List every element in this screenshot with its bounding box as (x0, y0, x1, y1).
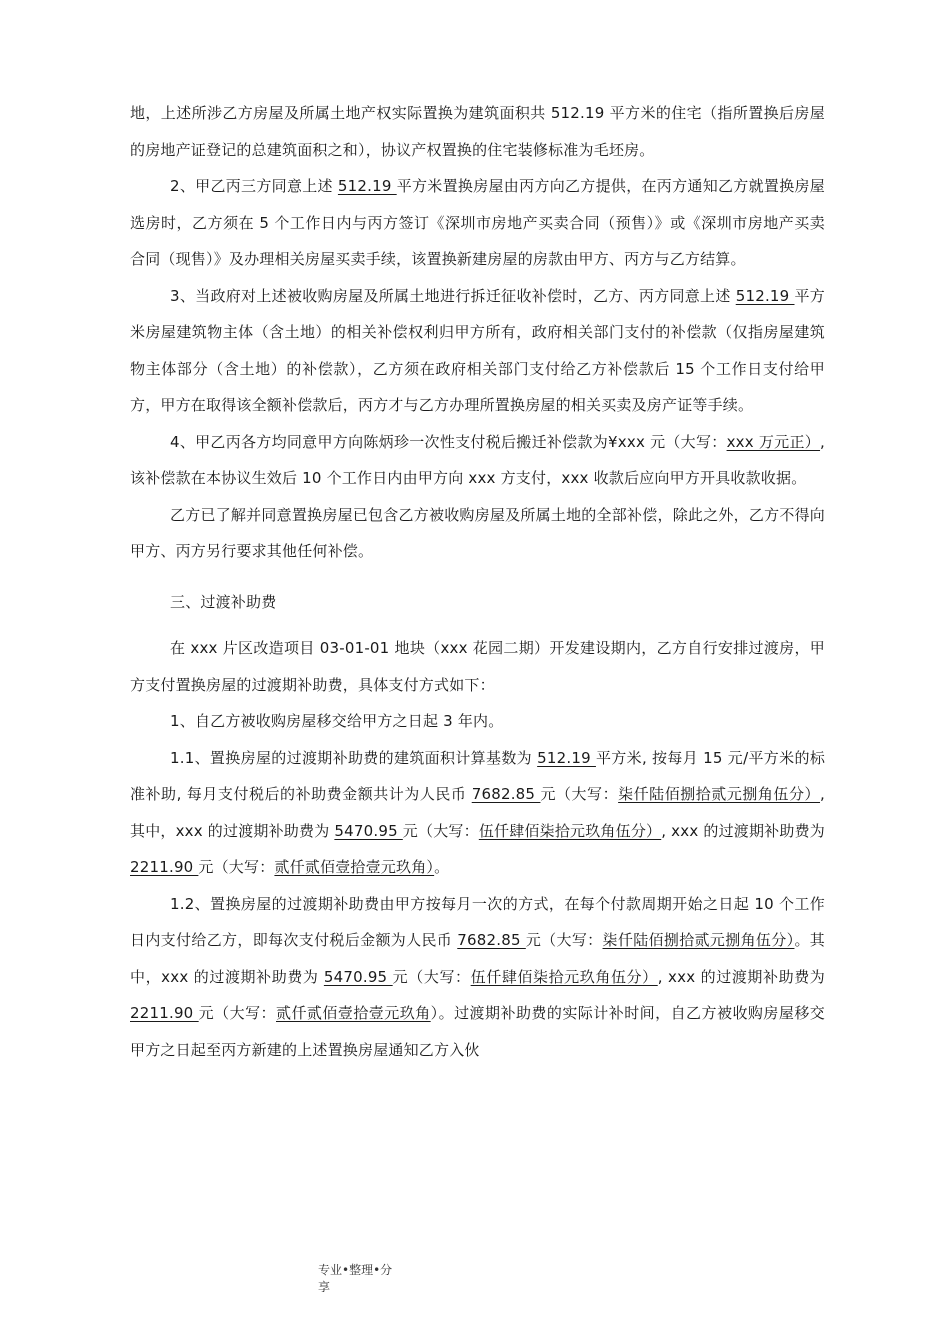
paragraph (130, 95, 825, 168)
underlined-text: xxx 万元正） (726, 432, 821, 451)
underlined-text: 512.19 (735, 286, 795, 305)
text-run: 。 (434, 858, 450, 876)
underlined-text: 7682.85 (457, 931, 526, 949)
text-run: 元（大写： (402, 821, 479, 840)
text-run: 4、甲乙丙各方均同意甲方向陈炳珍一次性支付税后搬迁补偿款为¥xxx 元（大写： (170, 432, 727, 451)
text-run: 元（大写： (198, 858, 275, 876)
text-run: 1.1、置换房屋的过渡期补助费的建筑面积计算基数为 (170, 748, 538, 767)
paragraph (130, 703, 825, 740)
paragraph (130, 424, 825, 497)
text-run: ）。过渡期补助费的实际计补时间，自乙方被收购房屋移交甲方之日起至丙方新建的上述置换房屋通知乙方入伙 (130, 1004, 825, 1059)
text-run: , 该补偿款在本协议生效后 10 个工作日内由甲方向 xxx 方支付，xxx 收款后应向甲方开具收款收据。 (130, 432, 825, 487)
text-run: 三、过渡补助费 (170, 592, 277, 611)
text-run: 平方米, 按每月 15 元/平方米的标准补助, 每月支付税后的补助费金额共计为人民币 (130, 748, 826, 803)
underlined-text: 贰仟贰佰壹拾壹元玖角 (276, 1004, 431, 1022)
text-run: 平方米房屋建筑物主体（含土地）的相关补偿权利归甲方所有，政府相关部门支付的补偿款（仅指房屋建筑物主体部分（含土地）的补偿款），乙方须在政府相关部门支付给乙方补偿款后 15 个工作日支付给甲方，甲方在取得该全额补偿款后，丙方才与乙方办理所置换房屋的相关买卖及房产证等手续。 (130, 286, 826, 414)
text-run: 元（大写： (525, 931, 603, 949)
underlined-text: 5470.95 (323, 967, 393, 986)
underlined-text: 柒仟陆佰捌拾贰元捌角伍分） (618, 785, 821, 803)
underlined-text: 柒仟陆佰捌拾贰元捌角伍分） (602, 931, 795, 949)
page-footer (318, 1262, 408, 1296)
text-run: 2、甲乙丙三方同意上述 (170, 177, 338, 195)
text-run: 3、当政府对上述被收购房屋及所属土地进行拆迁征收补偿时，乙方、丙方同意上述 (170, 286, 736, 305)
text-run: 1.2、置换房屋的过渡期补助费由甲方按每月一次的方式，在每个付款周期开始之日起 10 个工作日内支付给乙方，即每次支付税后金额为人民币 (130, 894, 825, 949)
underlined-text: 512.19 (337, 177, 397, 195)
paragraph (130, 168, 825, 278)
paragraph (130, 630, 825, 703)
underlined-text: 7682.85 (471, 785, 541, 803)
text-run: , 其中，xxx 的过渡期补助费为 (130, 785, 825, 840)
document-body (130, 95, 825, 1068)
underlined-text: 2211.90 (130, 1004, 199, 1022)
underlined-text: 512.19 (537, 748, 596, 767)
text-run: 平方米置换房屋由丙方向乙方提供，在丙方通知乙方就置换房屋选房时，乙方须在 5 个工作日内与丙方签订《深圳市房地产买卖合同（预售）》或《深圳市房地产买卖合同（现售）》及办理相关房屋买卖手续，该置换新建房屋的房款由甲方、丙方与乙方结算。 (130, 177, 826, 268)
underlined-text: 2211.90 (130, 858, 199, 876)
underlined-text: 伍仟肆佰柒拾元玖角伍分） (470, 967, 658, 986)
text-run: , xxx 的过渡期补助费为 (657, 967, 825, 986)
underlined-text: 贰仟贰佰壹拾壹元玖角） (274, 858, 435, 876)
text-run: 元（大写： (540, 785, 619, 803)
underlined-text: 5470.95 (334, 821, 403, 840)
underlined-text: 伍仟肆佰柒拾元玖角伍分） (478, 821, 662, 840)
text-run: 1、自乙方被收购房屋移交给甲方之日起 3 年内。 (170, 712, 504, 730)
text-run: 元（大写： (392, 967, 471, 986)
text-run: , xxx 的过渡期补助费为 (661, 821, 825, 840)
text-run: 在 xxx 片区改造项目 03-01-01 地块（xxx 花园二期）开发建设期内，乙方自行安排过渡房，甲方支付置换房屋的过渡期补助费，具体支付方式如下： (130, 639, 825, 694)
paragraph (130, 740, 825, 886)
paragraph (130, 278, 825, 424)
footer-line-2: 享 (318, 1280, 331, 1294)
footer-line-1: 专业•整理•分 (318, 1263, 393, 1277)
text-run: 乙方已了解并同意置换房屋已包含乙方被收购房屋及所属土地的全部补偿，除此之外，乙方不得向甲方、丙方另行要求其他任何补偿。 (130, 505, 825, 560)
paragraph (130, 497, 825, 570)
section-heading (130, 584, 825, 621)
text-run: 元（大写： (198, 1004, 276, 1022)
text-run: 。其中，xxx 的过渡期补助费为 (130, 931, 825, 986)
paragraph (130, 886, 825, 1069)
text-run: 地，上述所涉乙方房屋及所属土地产权实际置换为建筑面积共 512.19 平方米的住宅（指所置换后房屋的房地产证登记的总建筑面积之和），协议产权置换的住宅装修标准为毛坯房。 (130, 104, 825, 159)
